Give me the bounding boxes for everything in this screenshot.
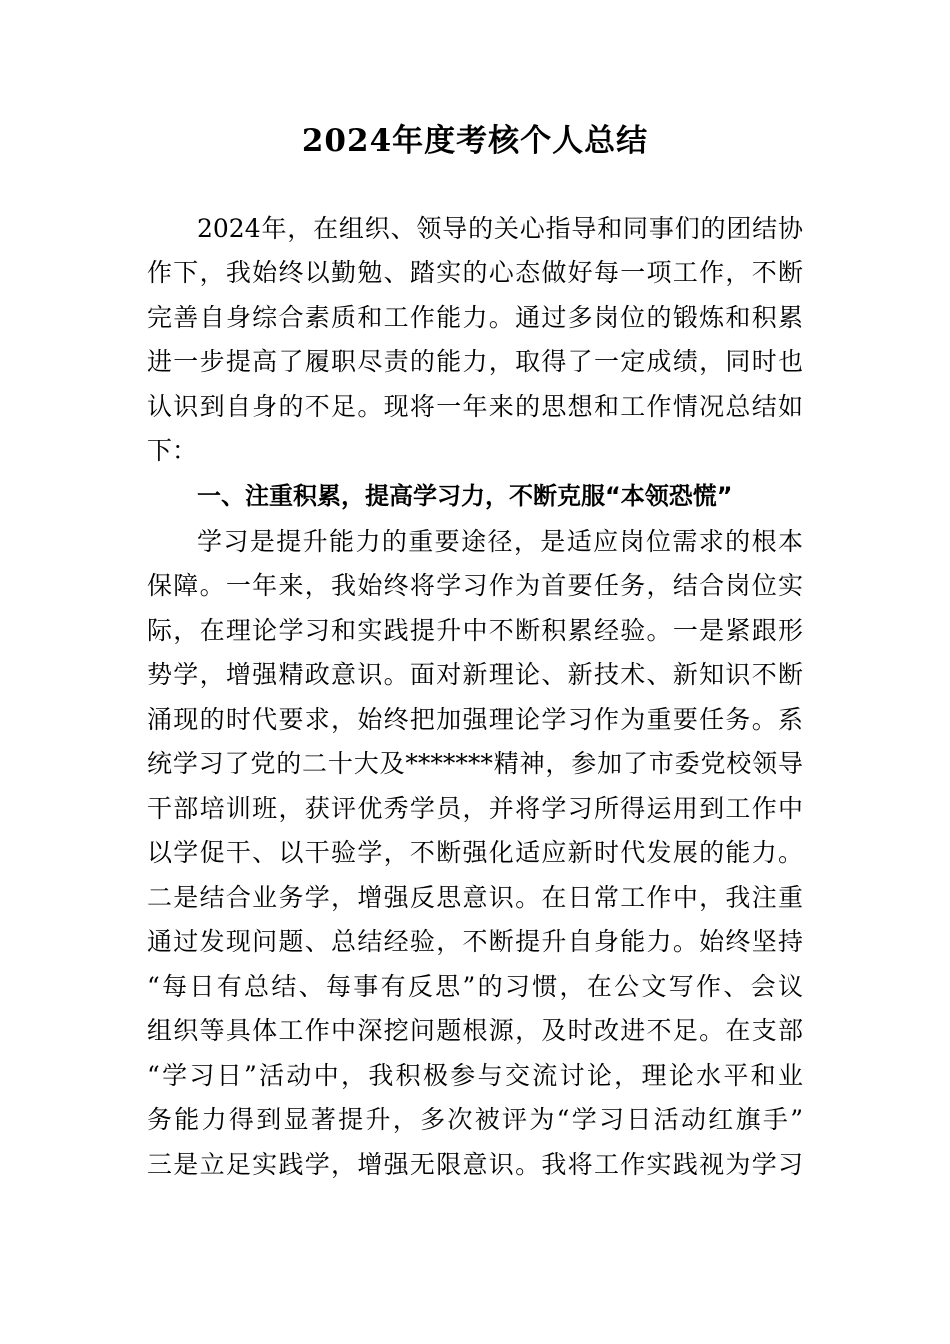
intro-line-2: 作下，我始终以勤勉、踏实的心态做好每一项工作，不断 — [147, 258, 803, 287]
section1-line-10: 通过发现问题、总结经验，不断提升自身能力。始终坚持 — [147, 927, 803, 956]
section1-line-11: “每日有总结、每事有反思”的习惯，在公文写作、会议 — [147, 972, 803, 1001]
section1-line-3: 际，在理论学习和实践提升中不断积累经验。一是紧跟形 — [147, 616, 803, 645]
section1-line-8: 以学促干、以干验学，不断强化适应新时代发展的能力。 — [147, 838, 803, 867]
intro-line-3: 完善自身综合素质和工作能力。通过多岗位的锻炼和积累 — [147, 303, 803, 332]
section1-line-1: 学习是提升能力的重要途径，是适应岗位需求的根本 — [197, 527, 803, 556]
intro-line-6: 下： — [147, 436, 198, 465]
section1-line-12: 组织等具体工作中深挖问题根源，及时改进不足。在支部 — [147, 1016, 803, 1045]
section-heading-1: 一、注重积累，提高学习力，不断克服“本领恐慌” — [197, 482, 733, 510]
intro-line-1: 2024年，在组织、领导的关心指导和同事们的团结协 — [197, 214, 803, 243]
section1-line-2: 保障。一年来，我始终将学习作为首要任务，结合岗位实 — [147, 571, 803, 600]
section1-line-15: 三是立足实践学，增强无限意识。我将工作实践视为学习 — [147, 1150, 803, 1179]
section1-line-14: 务能力得到显著提升，多次被评为“学习日活动红旗手” — [147, 1105, 803, 1134]
section1-line-13: “学习日”活动中，我积极参与交流讨论，理论水平和业 — [147, 1061, 803, 1090]
section1-line-4: 势学，增强精政意识。面对新理论、新技术、新知识不断 — [147, 660, 803, 689]
section1-line-6: 统学习了党的二十大及*******精神，参加了市委党校领导 — [147, 749, 803, 778]
document-title: 2024年度考核个人总结 — [301, 123, 649, 159]
section1-line-7: 干部培训班，获评优秀学员，并将学习所得运用到工作中 — [147, 794, 803, 823]
intro-line-4: 进一步提高了履职尽责的能力，取得了一定成绩，同时也 — [147, 347, 803, 376]
intro-line-5: 认识到自身的不足。现将一年来的思想和工作情况总结如 — [147, 392, 803, 421]
section1-line-5: 涌现的时代要求，始终把加强理论学习作为重要任务。系 — [147, 705, 803, 734]
section1-line-9: 二是结合业务学，增强反思意识。在日常工作中，我注重 — [147, 883, 803, 912]
